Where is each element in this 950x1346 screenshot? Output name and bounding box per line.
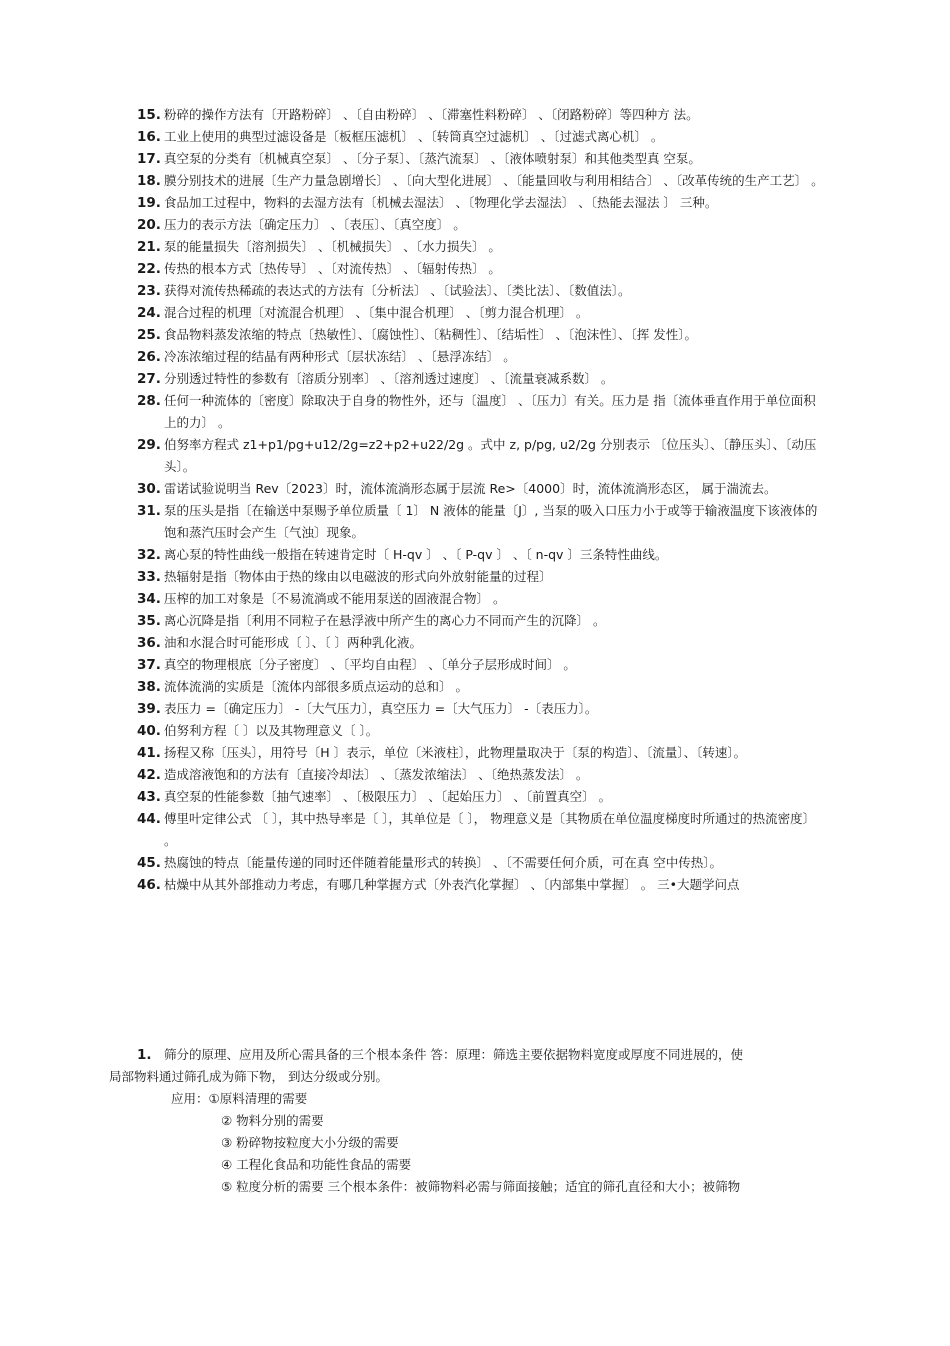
question-item <box>137 544 827 566</box>
question-item <box>137 478 827 500</box>
question-text: 获得对流传热稀疏的表达式的方法有〔分析法〕 、〔试验法〕、〔类比法〕、〔数值法〕。 <box>164 283 631 298</box>
question-text: 真空泵的分类有〔机械真空泵〕 、〔分子泵〕、〔蒸汽流泵〕 、〔液体喷射泵〕和其他类型真 空泵。 <box>164 151 701 166</box>
question-text: 表压力 =〔确定压力〕 -〔大气压力〕，真空压力 =〔大气压力〕 -〔表压力〕。 <box>164 701 598 716</box>
question-number: 21. <box>137 239 161 255</box>
question-number: 32. <box>137 547 161 563</box>
question-text: 工业上使用的典型过滤设备是〔板框压滤机〕 、〔转筒真空过滤机〕 、〔过滤式离心机〕 。 <box>164 129 664 144</box>
question-text: 离心泵的特性曲线一般指在转速肯定时〔 H-qv 〕 、〔 P-qv 〕 、〔 n-qv 〕三条特性曲线。 <box>164 547 668 562</box>
question-text: 流体流淌的实质是〔流体内部很多质点运动的总和〕 。 <box>164 679 468 694</box>
question-item <box>137 434 827 478</box>
question-item <box>137 566 827 588</box>
question-item <box>137 500 827 544</box>
question-number: 44. <box>137 811 161 827</box>
question-text: 分别透过特性的参数有〔溶质分别率〕 、〔溶剂透过速度〕 、〔流量衰减系数〕 。 <box>164 371 614 386</box>
question-text: 伯努利方程〔 〕以及其物理意义〔 〕。 <box>164 723 379 738</box>
question-text: 压力的表示方法〔确定压力〕 、〔表压〕、〔真空度〕 。 <box>164 217 466 232</box>
question-item <box>137 742 827 764</box>
question-item <box>137 170 827 192</box>
question-number: 35. <box>137 613 161 629</box>
question-text: 伯努率方程式 z1+p1/pg+u12/2g=z2+p2+u22/2g 。式中 z, p/pg, u2/2g 分别表示 〔位压头〕、〔静压头〕、〔动压头〕。 <box>164 437 817 474</box>
question-number: 29. <box>137 437 161 453</box>
question-number: 17. <box>137 151 161 167</box>
question-item <box>137 786 827 808</box>
question-text: 真空泵的性能参数〔抽气速率〕 、〔极限压力〕 、〔起始压力〕 、〔前置真空〕 。 <box>164 789 612 804</box>
section-question-1 <box>109 1044 827 1198</box>
question-text: 传热的根本方式〔热传导〕 、〔对流传热〕 、〔辐射传热〕 。 <box>164 261 501 276</box>
question-text: 油和水混合时可能形成〔 〕、〔 〕两种乳化液。 <box>164 635 422 650</box>
question-item <box>137 676 827 698</box>
question-text: 离心沉降是指〔利用不同粒子在悬浮液中所产生的离心力不同而产生的沉降〕 。 <box>164 613 606 628</box>
question-item <box>137 126 827 148</box>
question-text: 混合过程的机理〔对流混合机理〕 、〔集中混合机理〕 、〔剪力混合机理〕 。 <box>164 305 589 320</box>
application-item: ⑤ 粒度分析的需要 三个根本条件：被筛物料必需与筛面接触；适宜的筛孔直径和大小；被筛物 <box>221 1179 741 1194</box>
question-number: 45. <box>137 855 161 871</box>
question-item <box>137 852 827 874</box>
question-text: 膜分别技术的进展〔生产力量急剧增长〕 、〔向大型化进展〕 、〔能量回收与利用相结合〕 、〔改革传统的生产工艺〕 。 <box>164 173 824 188</box>
application-item: ④ 工程化食品和功能性食品的需要 <box>221 1157 412 1172</box>
question-text: 泵的能量损失〔溶剂损失〕 、〔机械损失〕 、〔水力损失〕 。 <box>164 239 501 254</box>
question-number: 20. <box>137 217 161 233</box>
question-number: 15. <box>137 107 161 123</box>
question-number: 18. <box>137 173 161 189</box>
section-question-head <box>137 1044 827 1066</box>
question-item <box>137 302 827 324</box>
application-label: 应用：①原料清理的需要 <box>171 1091 308 1106</box>
question-item <box>137 698 827 720</box>
question-item <box>137 720 827 742</box>
question-item <box>137 214 827 236</box>
question-item <box>137 104 827 126</box>
question-text: 傅里叶定律公式 〔 〕，其中热导率是〔 〕，其单位是〔 〕， 物理意义是〔其物质在单位温度梯度时所通过的热流密度〕 。 <box>164 811 820 848</box>
question-number: 46. <box>137 877 161 893</box>
question-item <box>137 588 827 610</box>
question-item <box>137 390 827 434</box>
question-text: 冷冻浓缩过程的结晶有两种形式〔层状冻结〕 、〔悬浮冻结〕 。 <box>164 349 516 364</box>
question-text: 粉碎的操作方法有〔开路粉碎〕 、〔自由粉碎〕 、〔滞塞性料粉碎〕 、〔闭路粉碎〕等四种方 法。 <box>164 107 699 122</box>
question-item <box>137 148 827 170</box>
question-number: 33. <box>137 569 161 585</box>
question-text: 泵的压头是指〔在输送中泵赐予单位质量〔 1〕 N 液体的能量〔J〕, 当泵的吸入口压力小于或等于输液温度下该液体的饱和蒸汽压时会产生〔气浊〕现象。 <box>164 503 818 540</box>
question-item <box>137 346 827 368</box>
question-number: 19. <box>137 195 161 211</box>
question-number: 26. <box>137 349 161 365</box>
question-item <box>137 808 827 852</box>
question-number: 30. <box>137 481 161 497</box>
application-item: ② 物料分别的需要 <box>221 1113 324 1128</box>
question-text: 热腐蚀的特点〔能量传递的同时还伴随着能量形式的转换〕 、〔不需要任何介质，可在真 空中传热〕。 <box>164 855 722 870</box>
question-text: 真空的物理根底〔分子密度〕 、〔平均自由程〕 、〔单分子层形成时间〕 。 <box>164 657 576 672</box>
question-number: 27. <box>137 371 161 387</box>
question-item <box>137 632 827 654</box>
question-item <box>137 258 827 280</box>
question-number: 24. <box>137 305 161 321</box>
question-item <box>137 368 827 390</box>
section-question-number: 1. <box>137 1047 152 1063</box>
question-number: 41. <box>137 745 161 761</box>
question-item <box>137 324 827 346</box>
question-item <box>137 192 827 214</box>
question-text: 雷诺试验说明当 Rev〔2023〕时，流体流淌形态属于层流 Re>〔4000〕时，流体流淌形态区， 属于湍流去。 <box>164 481 777 496</box>
question-number: 34. <box>137 591 161 607</box>
question-item <box>137 654 827 676</box>
question-number: 39. <box>137 701 161 717</box>
question-text: 食品加工过程中，物料的去湿方法有〔机械去湿法〕 、〔物理化学去湿法〕 、〔热能去湿法 〕 三种。 <box>164 195 718 210</box>
question-number: 36. <box>137 635 161 651</box>
question-text: 食品物料蒸发浓缩的特点〔热敏性〕、〔腐蚀性〕、〔粘稠性〕、〔结垢性〕 、〔泡沫性〕、〔挥 发性〕。 <box>164 327 697 342</box>
question-number: 40. <box>137 723 161 739</box>
question-text: 枯燥中从其外部推动力考虑，有哪几种掌握方式〔外表汽化掌握〕 、〔内部集中掌握〕 。 三•大题学问点 <box>164 877 740 892</box>
question-item <box>137 874 827 896</box>
application-item: ③ 粉碎物按粒度大小分级的需要 <box>221 1135 399 1150</box>
question-number: 31. <box>137 503 161 519</box>
question-text: 造成溶液饱和的方法有〔直接冷却法〕 、〔蒸发浓缩法〕 、〔绝热蒸发法〕 。 <box>164 767 589 782</box>
question-item <box>137 610 827 632</box>
question-number: 38. <box>137 679 161 695</box>
question-text: 热辐射是指〔物体由于热的缘由以电磁波的形式向外放射能量的过程〕 <box>164 569 552 584</box>
question-number: 16. <box>137 129 161 145</box>
section-question-text: 筛分的原理、应用及所心需具备的三个根本条件 答：原理：筛选主要依据物料宽度或厚度不同进展的，使 <box>164 1047 743 1062</box>
question-number: 25. <box>137 327 161 343</box>
question-item <box>137 764 827 786</box>
question-item <box>137 236 827 258</box>
question-number: 28. <box>137 393 161 409</box>
question-number: 43. <box>137 789 161 805</box>
question-text: 任何一种流体的〔密度〕除取决于自身的物性外，还与〔温度〕 、〔压力〕有关。压力是 指〔流体垂直作用于单位面积上的力〕 。 <box>164 393 816 430</box>
question-text: 压榨的加工对象是〔不易流淌或不能用泵送的固液混合物〕 。 <box>164 591 506 606</box>
question-number: 37. <box>137 657 161 673</box>
question-number: 42. <box>137 767 161 783</box>
section-question-continuation: 局部物料通过筛孔成为筛下物， 到达分级或分别。 <box>109 1069 388 1084</box>
question-text: 扬程又称〔压头〕，用符号〔H 〕表示，单位〔米液柱〕，此物理量取决于〔泵的构造〕、〔流量〕、〔转速〕。 <box>164 745 747 760</box>
question-number: 22. <box>137 261 161 277</box>
question-list <box>137 104 827 896</box>
question-number: 23. <box>137 283 161 299</box>
question-item <box>137 280 827 302</box>
